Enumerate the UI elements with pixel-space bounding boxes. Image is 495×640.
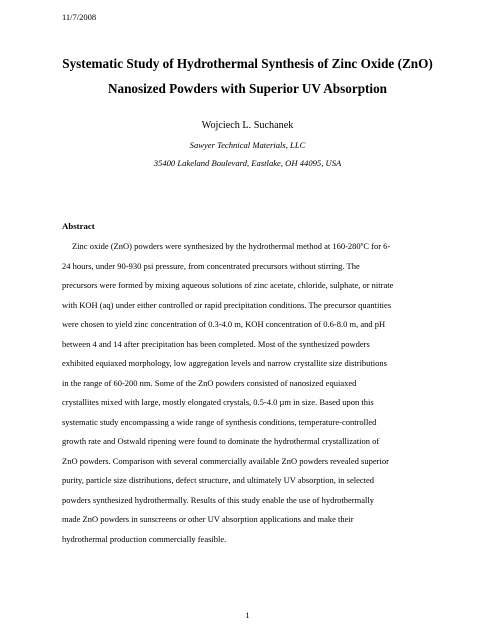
- page-number: 1: [245, 610, 250, 620]
- abstract-line: crystallites mixed with large, mostly elongated crystals, 0.5-4.0 µm in size. Based upon this: [62, 397, 374, 407]
- abstract-line: exhibited equiaxed morphology, low aggregation levels and narrow crystallite size distributions: [62, 358, 387, 368]
- abstract-line: with KOH (aq) under either controlled or rapid precipitation conditions. The precursor quantities: [62, 299, 392, 310]
- abstract-line: made ZnO powders in sunscreens or other UV absorption applications and make their: [62, 514, 354, 524]
- abstract-line: Zinc oxide (ZnO) powders were synthesized by the hydrothermal method at 160-280ºC for 6-: [72, 241, 391, 251]
- abstract-line: systematic study encompassing a wide range of synthesis conditions, temperature-controlled: [62, 416, 377, 427]
- title-line-2: Nanosized Powders with Superior UV Absorption: [107, 81, 388, 96]
- abstract-line: were chosen to yield zinc concentration of 0.3-4.0 m, KOH concentration of 0.6-8.0 m, and pH: [62, 319, 386, 329]
- abstract-line: in the range of 60-200 nm. Some of the ZnO powders consisted of nanosized equiaxed: [62, 377, 357, 388]
- abstract-heading: Abstract: [62, 221, 95, 231]
- abstract-line: between 4 and 14 after precipitation has been completed. Most of the synthesized powders: [62, 338, 370, 349]
- abstract-line: growth rate and Ostwald ripening were found to dominate the hydrothermal crystallization of: [62, 436, 380, 446]
- author-name: Wojciech L. Suchanek: [201, 120, 294, 131]
- abstract-line: purity, particle size distributions, defect structure, and ultimately UV absorption, in selected: [62, 475, 375, 485]
- abstract-line: powders synthesized hydrothermally. Results of this study enable the use of hydrothermally: [62, 494, 374, 505]
- affiliation-address: 35400 Lakeland Boulevard, Eastlake, OH 44095, USA: [153, 158, 342, 168]
- abstract-line: precursors were formed by mixing aqueous solutions of zinc acetate, chloride, sulphate, or nitrate: [62, 280, 394, 290]
- abstract-line: ZnO powders. Comparison with several commercially available ZnO powders revealed superior: [62, 455, 389, 466]
- affiliation-org: Sawyer Technical Materials, LLC: [189, 140, 306, 150]
- abstract-line: hydrothermal production commercially feasible.: [62, 533, 227, 544]
- title-line-1: Systematic Study of Hydrothermal Synthesis of Zinc Oxide (ZnO): [62, 56, 433, 71]
- header-date: 11/7/2008: [62, 12, 97, 22]
- abstract-body: [62, 237, 442, 549]
- abstract-line: 24 hours, under 90-930 psi pressure, from concentrated precursors without stirring. The: [62, 260, 360, 271]
- paper-title: [30, 56, 465, 97]
